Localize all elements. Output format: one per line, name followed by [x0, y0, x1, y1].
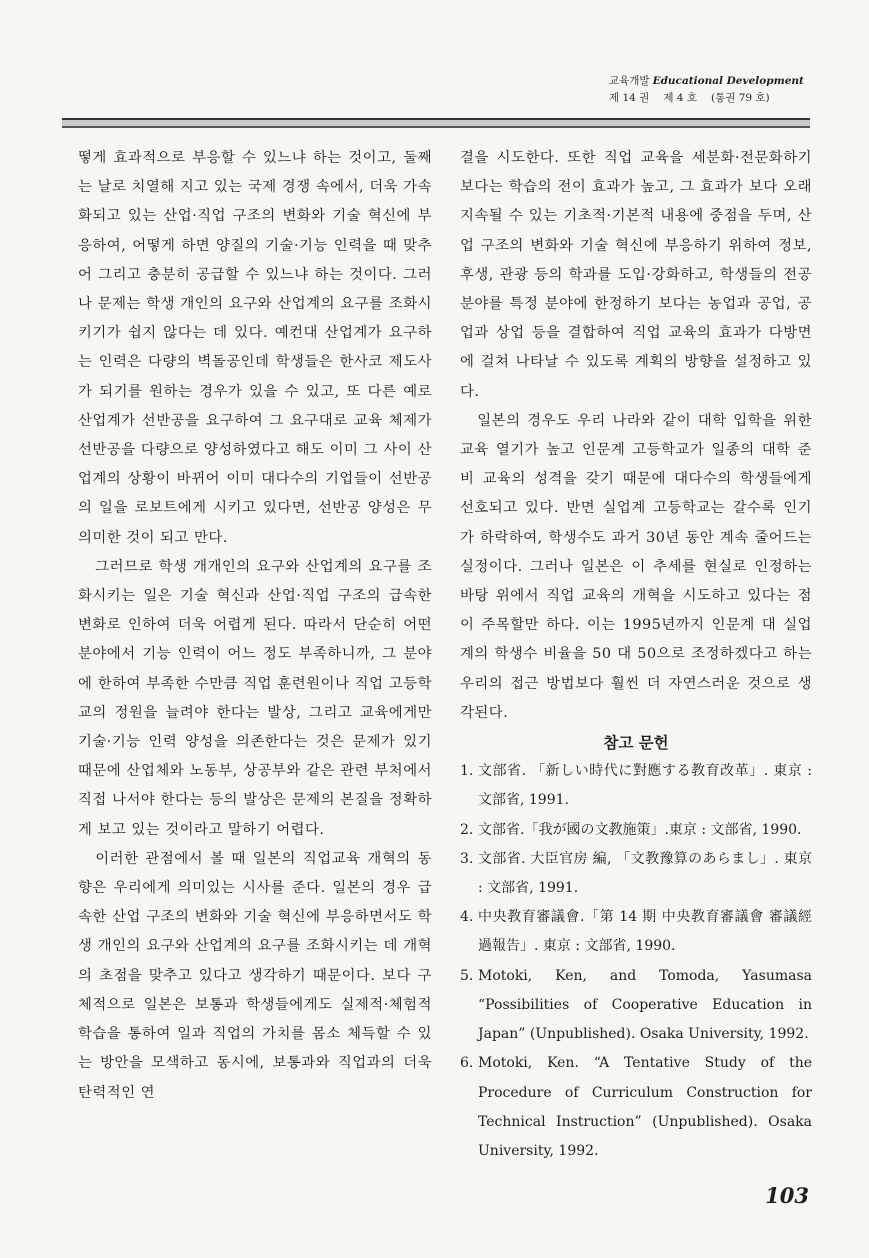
reference-text: Motoki, Ken. “A Tentative Study of the Procedure of Curriculum Construction for Technical Instruction” (Unpublished). Osaka University, 1992. [478, 1055, 812, 1159]
volume: 제 14 권 [609, 92, 650, 104]
right-column [460, 144, 812, 1166]
reference-text: 文部省. 「新しい時代に對應する教育改革」. 東京 : 文部省, 1991. [478, 763, 812, 809]
reference-item [460, 845, 812, 903]
reference-item [460, 1049, 812, 1166]
reference-item [460, 903, 812, 961]
reference-text: 文部省.「我が國の文教施策」.東京 : 文部省, 1990. [478, 821, 802, 838]
body-paragraph: 이러한 관점에서 볼 때 일본의 직업교육 개혁의 동향은 우리에게 의미있는 시사를 준다. 일본의 경우 급속한 산업 구조의 변화와 기술 혁신에 부응하면서도 학생 개인의 요구와 산업계의 요구를 조화시키는 데 개혁의 초점을 맞추고 있다고 생각하기 때문이다. 보다 구체적으로 일본은 보통과 학생들에게도 실제적·체험적 학습을 통하여 일과 직업의 가치를 몸소 체득할 수 있는 방안을 모색하고 동시에, 보통과와 직업과의 더욱 탄력적인 연 [78, 850, 432, 1101]
reference-item [460, 962, 812, 1050]
reference-number: 3. [460, 850, 474, 867]
body-paragraph: 결을 시도한다. 또한 직업 교육을 세분화·전문화하기 보다는 학습의 전이 효과가 높고, 그 효과가 보다 오래 지속될 수 있는 기초적·기본적 내용에 중점을 두며, 산업 구조의 변화와 기술 혁신에 부응하기 위하여 정보, 후생, 관광 등의 학과를 도입·강화하고, 학생들의 전공 분야를 특정 분야에 한정하기 보다는 농업과 공업, 공업과 상업 등을 결합하여 직업 교육의 효과가 다방면에 걸쳐 나타날 수 있도록 계획의 방향을 설정하고 있다. [460, 150, 812, 400]
reference-number: 1. [460, 763, 474, 780]
body-paragraph: 떻게 효과적으로 부응할 수 있느냐 하는 것이고, 둘째는 날로 치열해 지고 있는 국제 경쟁 속에서, 더욱 가속화되고 있는 산업·직업 구조의 변화와 기술 혁신에 부응하여, 어떻게 하면 양질의 기술·기능 인력을 때 맞추어 그리고 충분히 공급할 수 있느냐 하는 것이다. 그러나 문제는 학생 개인의 요구와 산업계의 요구를 조화시키기가 쉽지 않다는 데 있다. 예컨대 산업계가 요구하는 인력은 다량의 벽돌공인데 학생들은 한사코 제도사가 되기를 원하는 경우가 있을 수 있고, 또 다른 예로 산업계가 선반공을 요구하여 그 요구대로 교육 체제가 선반공을 다량으로 양성하였다고 해도 이미 그 사이 산업계의 상황이 바뀌어 이미 대다수의 기업들이 선반공의 일을 로보트에게 시키고 있다면, 선반공 양성은 무의미한 것이 되고 만다. [78, 150, 432, 546]
total-issue: (통권 79 호) [710, 92, 770, 104]
reference-number: 4. [460, 909, 474, 926]
references-heading: 참고 문헌 [603, 733, 669, 753]
reference-number: 6. [460, 1055, 474, 1072]
reference-item [460, 757, 812, 815]
body-paragraph: 그러므로 학생 개개인의 요구와 산업계의 요구를 조화시키는 일은 기술 혁신과 산업·직업 구조의 급속한 변화로 인하여 더욱 어렵게 된다. 따라서 단순히 어떤 분야에서 기능 인력이 어느 정도 부족하니까, 그 분야에 한하여 부족한 수만큼 직업 훈련원이나 직업 고등학교의 정원을 늘려야 한다는 발상, 그리고 교육에게만 기술·기능 인력 양성을 의존한다는 것은 문제가 있기 때문에 산업체와 노동부, 상공부와 같은 관련 부처에서 직접 나서야 한다는 등의 발상은 문제의 본질을 정확하게 보고 있는 것이라고 말하기 어렵다. [78, 558, 432, 838]
reference-number: 2. [460, 821, 474, 838]
reference-text: Motoki, Ken, and Tomoda, Yasumasa “Possibilities of Cooperative Education in Japan” (Unpublished). Osaka University, 1992. [478, 967, 812, 1043]
journal-title-ko: 교육개발 [609, 75, 650, 87]
reference-item [460, 816, 812, 845]
journal-title [609, 74, 809, 89]
reference-text: 文部省. 大臣官房 編, 「文教豫算のあらまし」. 東京 : 文部省, 1991. [478, 850, 812, 897]
running-header [609, 74, 809, 106]
body-paragraph: 일본의 경우도 우리 나라와 같이 대학 입학을 위한 교육 열기가 높고 인문계 고등학교가 일종의 대학 준비 교육의 성격을 갖기 때문에 대다수의 학생들에게 선호되고 있다. 반면 실업계 고등학교는 갈수록 인기가 하락하여, 학생수도 과거 30년 동안 계속 줄어드는 실정이다. 그러나 일본은 이 추세를 현실로 인정하는 바탕 위에서 직업 교육의 개혁을 시도하고 있다는 점이 주목할만 하다. 이는 1995년까지 인문계 대 실업계의 학생수 비율을 50 대 50으로 조정하겠다고 하는 우리의 접근 방법보다 훨씬 더 자연스러운 것으로 생각된다. [460, 412, 812, 721]
left-column [78, 144, 432, 1108]
reference-text: 中央教育審議會.「第 14 期 中央教育審議會 審議經過報告」. 東京 : 文部省, 1990. [478, 909, 812, 955]
reference-number: 5. [460, 967, 474, 984]
issue: 제 4 호 [663, 92, 697, 104]
journal-title-en: Educational Development [652, 75, 804, 87]
references-list [460, 757, 812, 1166]
header-rule [62, 118, 810, 128]
page-number: 103 [765, 1183, 809, 1208]
issue-info [609, 91, 809, 106]
